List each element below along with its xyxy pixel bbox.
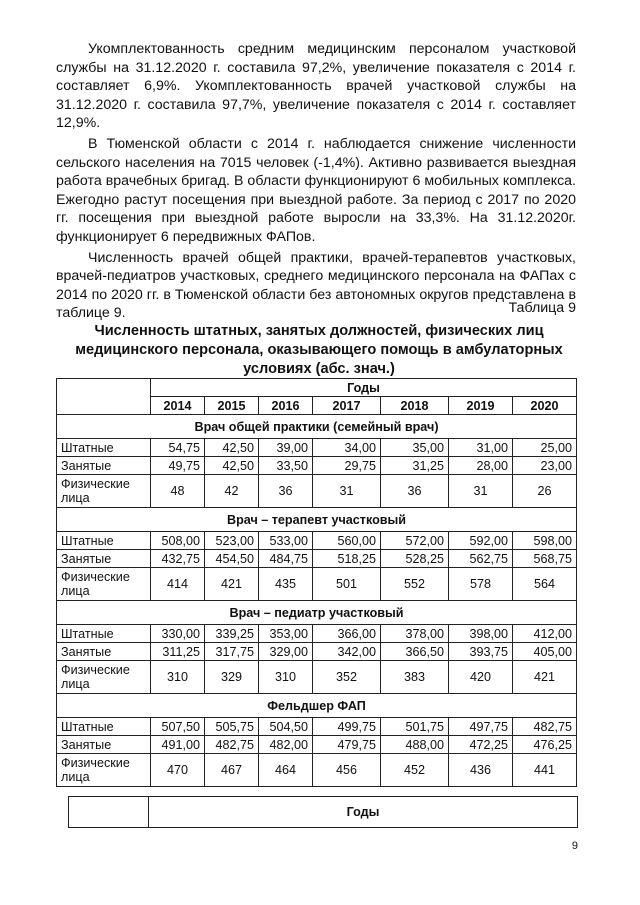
table-cell: 533,00 — [259, 532, 313, 550]
row-label: Физические лица — [57, 661, 151, 694]
paragraph-rural: В Тюменской области с 2014 г. наблюдается снижение численности сельского населения на 7015 человек (-1,4%). Активно развивается выездная работа врачебных бригад. В области функционируют 6 мобильных комплекса. Ежегодно растут посещения при выездной работе. За период с 2017 по 2020 гг. посещения при выездной работе выросли на 33,3%. На 31.12.2020г. функционирует 6 передвижных ФАПов. — [56, 135, 576, 245]
table-cell: 504,50 — [259, 718, 313, 736]
paragraph-staffing: Укомплектованность средним медицинским персоналом участковой службы на 31.12.2020 г. составила 97,2%, увеличение показателя с 2014 г. составляет 6,9%. Укомплектованность врачей участковой службы на 31.12.2020 г. составила 97,7%, увеличение показателя с 2014 г. составляет 12,9%. — [56, 41, 576, 132]
table-cell: 454,50 — [205, 550, 259, 568]
row-label: Штатные — [57, 718, 151, 736]
table-cell: 25,00 — [513, 439, 577, 457]
year-header: 2015 — [205, 397, 259, 415]
table-row — [57, 457, 577, 475]
table-cell: 405,00 — [513, 643, 577, 661]
table-cell: 36 — [381, 475, 449, 508]
table-cell: 317,75 — [205, 643, 259, 661]
table-cell: 31 — [313, 475, 381, 508]
header-row-group — [57, 379, 577, 397]
table-cell: 366,50 — [381, 643, 449, 661]
table-cell: 467 — [205, 754, 259, 787]
table-row — [57, 736, 577, 754]
table-row — [57, 754, 577, 787]
table-cell: 456 — [313, 754, 381, 787]
table-cell: 339,25 — [205, 625, 259, 643]
corner-cell — [57, 379, 151, 415]
table-cell: 488,00 — [381, 736, 449, 754]
table-row — [57, 625, 577, 643]
table-cell: 501 — [313, 568, 381, 601]
table-cell: 353,00 — [259, 625, 313, 643]
paragraph-intro-table: Численность врачей общей практики, врачей-терапевтов участковых, врачей-педиатров участковых, среднего медицинского персонала на ФАПах с 2014 по 2020 гг. в Тюменской области без автономных округов представлена в таблице 9. — [56, 249, 576, 322]
table-cell: 508,00 — [151, 532, 205, 550]
year-header: 2020 — [513, 397, 577, 415]
section-title: Врач общей практики (семейный врач) — [57, 415, 577, 439]
table-row — [57, 568, 577, 601]
table-cell: 42,50 — [205, 457, 259, 475]
table-cell: 329 — [205, 661, 259, 694]
table-cell: 34,00 — [313, 439, 381, 457]
table-cell: 470 — [151, 754, 205, 787]
staff-table — [56, 378, 577, 787]
table-cell: 42 — [205, 475, 259, 508]
table-cell: 342,00 — [313, 643, 381, 661]
table-cell: 330,00 — [151, 625, 205, 643]
table-cell: 518,25 — [313, 550, 381, 568]
table-cell: 329,00 — [259, 643, 313, 661]
table-cell: 435 — [259, 568, 313, 601]
table-cell: 378,00 — [381, 625, 449, 643]
table-cell: 452 — [381, 754, 449, 787]
table-row — [57, 550, 577, 568]
years-group-header: Годы — [151, 379, 577, 397]
table-cell: 36 — [259, 475, 313, 508]
table-cell: 598,00 — [513, 532, 577, 550]
table-cell: 491,00 — [151, 736, 205, 754]
row-label: Штатные — [57, 532, 151, 550]
table-cell: 484,75 — [259, 550, 313, 568]
table-row — [57, 643, 577, 661]
table-cell: 393,75 — [449, 643, 513, 661]
table-cell: 564 — [513, 568, 577, 601]
table-cell: 472,25 — [449, 736, 513, 754]
table-cell: 420 — [449, 661, 513, 694]
table-cell: 23,00 — [513, 457, 577, 475]
table-cell: 476,25 — [513, 736, 577, 754]
table-cell: 482,00 — [259, 736, 313, 754]
table-cell: 414 — [151, 568, 205, 601]
section-title: Фельдшер ФАП — [57, 694, 577, 718]
table-cell: 311,25 — [151, 643, 205, 661]
table-title: Численность штатных, занятых должностей, физических лиц медицинского персонала, оказывающего помощь в амбулаторных условиях (абс. знач.) — [75, 323, 563, 377]
continuation-header-row — [69, 797, 578, 828]
table-cell: 42,50 — [205, 439, 259, 457]
section-row — [57, 508, 577, 532]
table-cell: 310 — [151, 661, 205, 694]
table-cell: 499,75 — [313, 718, 381, 736]
continuation-table — [68, 796, 578, 828]
row-label: Физические лица — [57, 754, 151, 787]
year-header: 2017 — [313, 397, 381, 415]
table-cell: 49,75 — [151, 457, 205, 475]
row-label: Занятые — [57, 550, 151, 568]
table-cell: 421 — [513, 661, 577, 694]
table-cell: 436 — [449, 754, 513, 787]
section-title: Врач – терапевт участковый — [57, 508, 577, 532]
row-label: Занятые — [57, 457, 151, 475]
year-header: 2018 — [381, 397, 449, 415]
table-cell: 523,00 — [205, 532, 259, 550]
table-cell: 352 — [313, 661, 381, 694]
table-cell: 26 — [513, 475, 577, 508]
page-number: 9 — [571, 840, 578, 852]
table-caption: Таблица 9 — [508, 300, 576, 316]
section-row — [57, 694, 577, 718]
table-row — [57, 475, 577, 508]
continuation-years-header: Годы — [149, 797, 578, 828]
table-cell: 31,25 — [381, 457, 449, 475]
row-label: Штатные — [57, 625, 151, 643]
table-cell: 592,00 — [449, 532, 513, 550]
table-cell: 578 — [449, 568, 513, 601]
table-row — [57, 532, 577, 550]
row-label: Физические лица — [57, 475, 151, 508]
table-cell: 501,75 — [381, 718, 449, 736]
row-label: Штатные — [57, 439, 151, 457]
table-cell: 39,00 — [259, 439, 313, 457]
table-cell: 560,00 — [313, 532, 381, 550]
row-label: Занятые — [57, 736, 151, 754]
table-cell: 497,75 — [449, 718, 513, 736]
year-header: 2019 — [449, 397, 513, 415]
table-cell: 310 — [259, 661, 313, 694]
table-row — [57, 661, 577, 694]
table-cell: 35,00 — [381, 439, 449, 457]
table-cell: 412,00 — [513, 625, 577, 643]
table-cell: 441 — [513, 754, 577, 787]
table-row — [57, 718, 577, 736]
table-cell: 572,00 — [381, 532, 449, 550]
row-label: Занятые — [57, 643, 151, 661]
year-header: 2014 — [151, 397, 205, 415]
table-cell: 552 — [381, 568, 449, 601]
table-cell: 482,75 — [513, 718, 577, 736]
table-cell: 507,50 — [151, 718, 205, 736]
table-cell: 29,75 — [313, 457, 381, 475]
table-cell: 383 — [381, 661, 449, 694]
table-cell: 33,50 — [259, 457, 313, 475]
staff-table-body — [57, 379, 577, 787]
table-cell: 505,75 — [205, 718, 259, 736]
table-cell: 421 — [205, 568, 259, 601]
table-cell: 464 — [259, 754, 313, 787]
section-title: Врач – педиатр участковый — [57, 601, 577, 625]
body-text — [56, 40, 576, 323]
table-cell: 432,75 — [151, 550, 205, 568]
table-cell: 562,75 — [449, 550, 513, 568]
table-cell: 528,25 — [381, 550, 449, 568]
table-cell: 568,75 — [513, 550, 577, 568]
row-label: Физические лица — [57, 568, 151, 601]
year-header: 2016 — [259, 397, 313, 415]
section-row — [57, 601, 577, 625]
table-cell: 479,75 — [313, 736, 381, 754]
table-cell: 48 — [151, 475, 205, 508]
table-cell: 54,75 — [151, 439, 205, 457]
section-row — [57, 415, 577, 439]
table-cell: 28,00 — [449, 457, 513, 475]
table-cell: 366,00 — [313, 625, 381, 643]
table-cell: 31 — [449, 475, 513, 508]
table-cell: 398,00 — [449, 625, 513, 643]
table-cell: 482,75 — [205, 736, 259, 754]
continuation-empty-cell — [69, 797, 149, 828]
table-cell: 31,00 — [449, 439, 513, 457]
table-row — [57, 439, 577, 457]
